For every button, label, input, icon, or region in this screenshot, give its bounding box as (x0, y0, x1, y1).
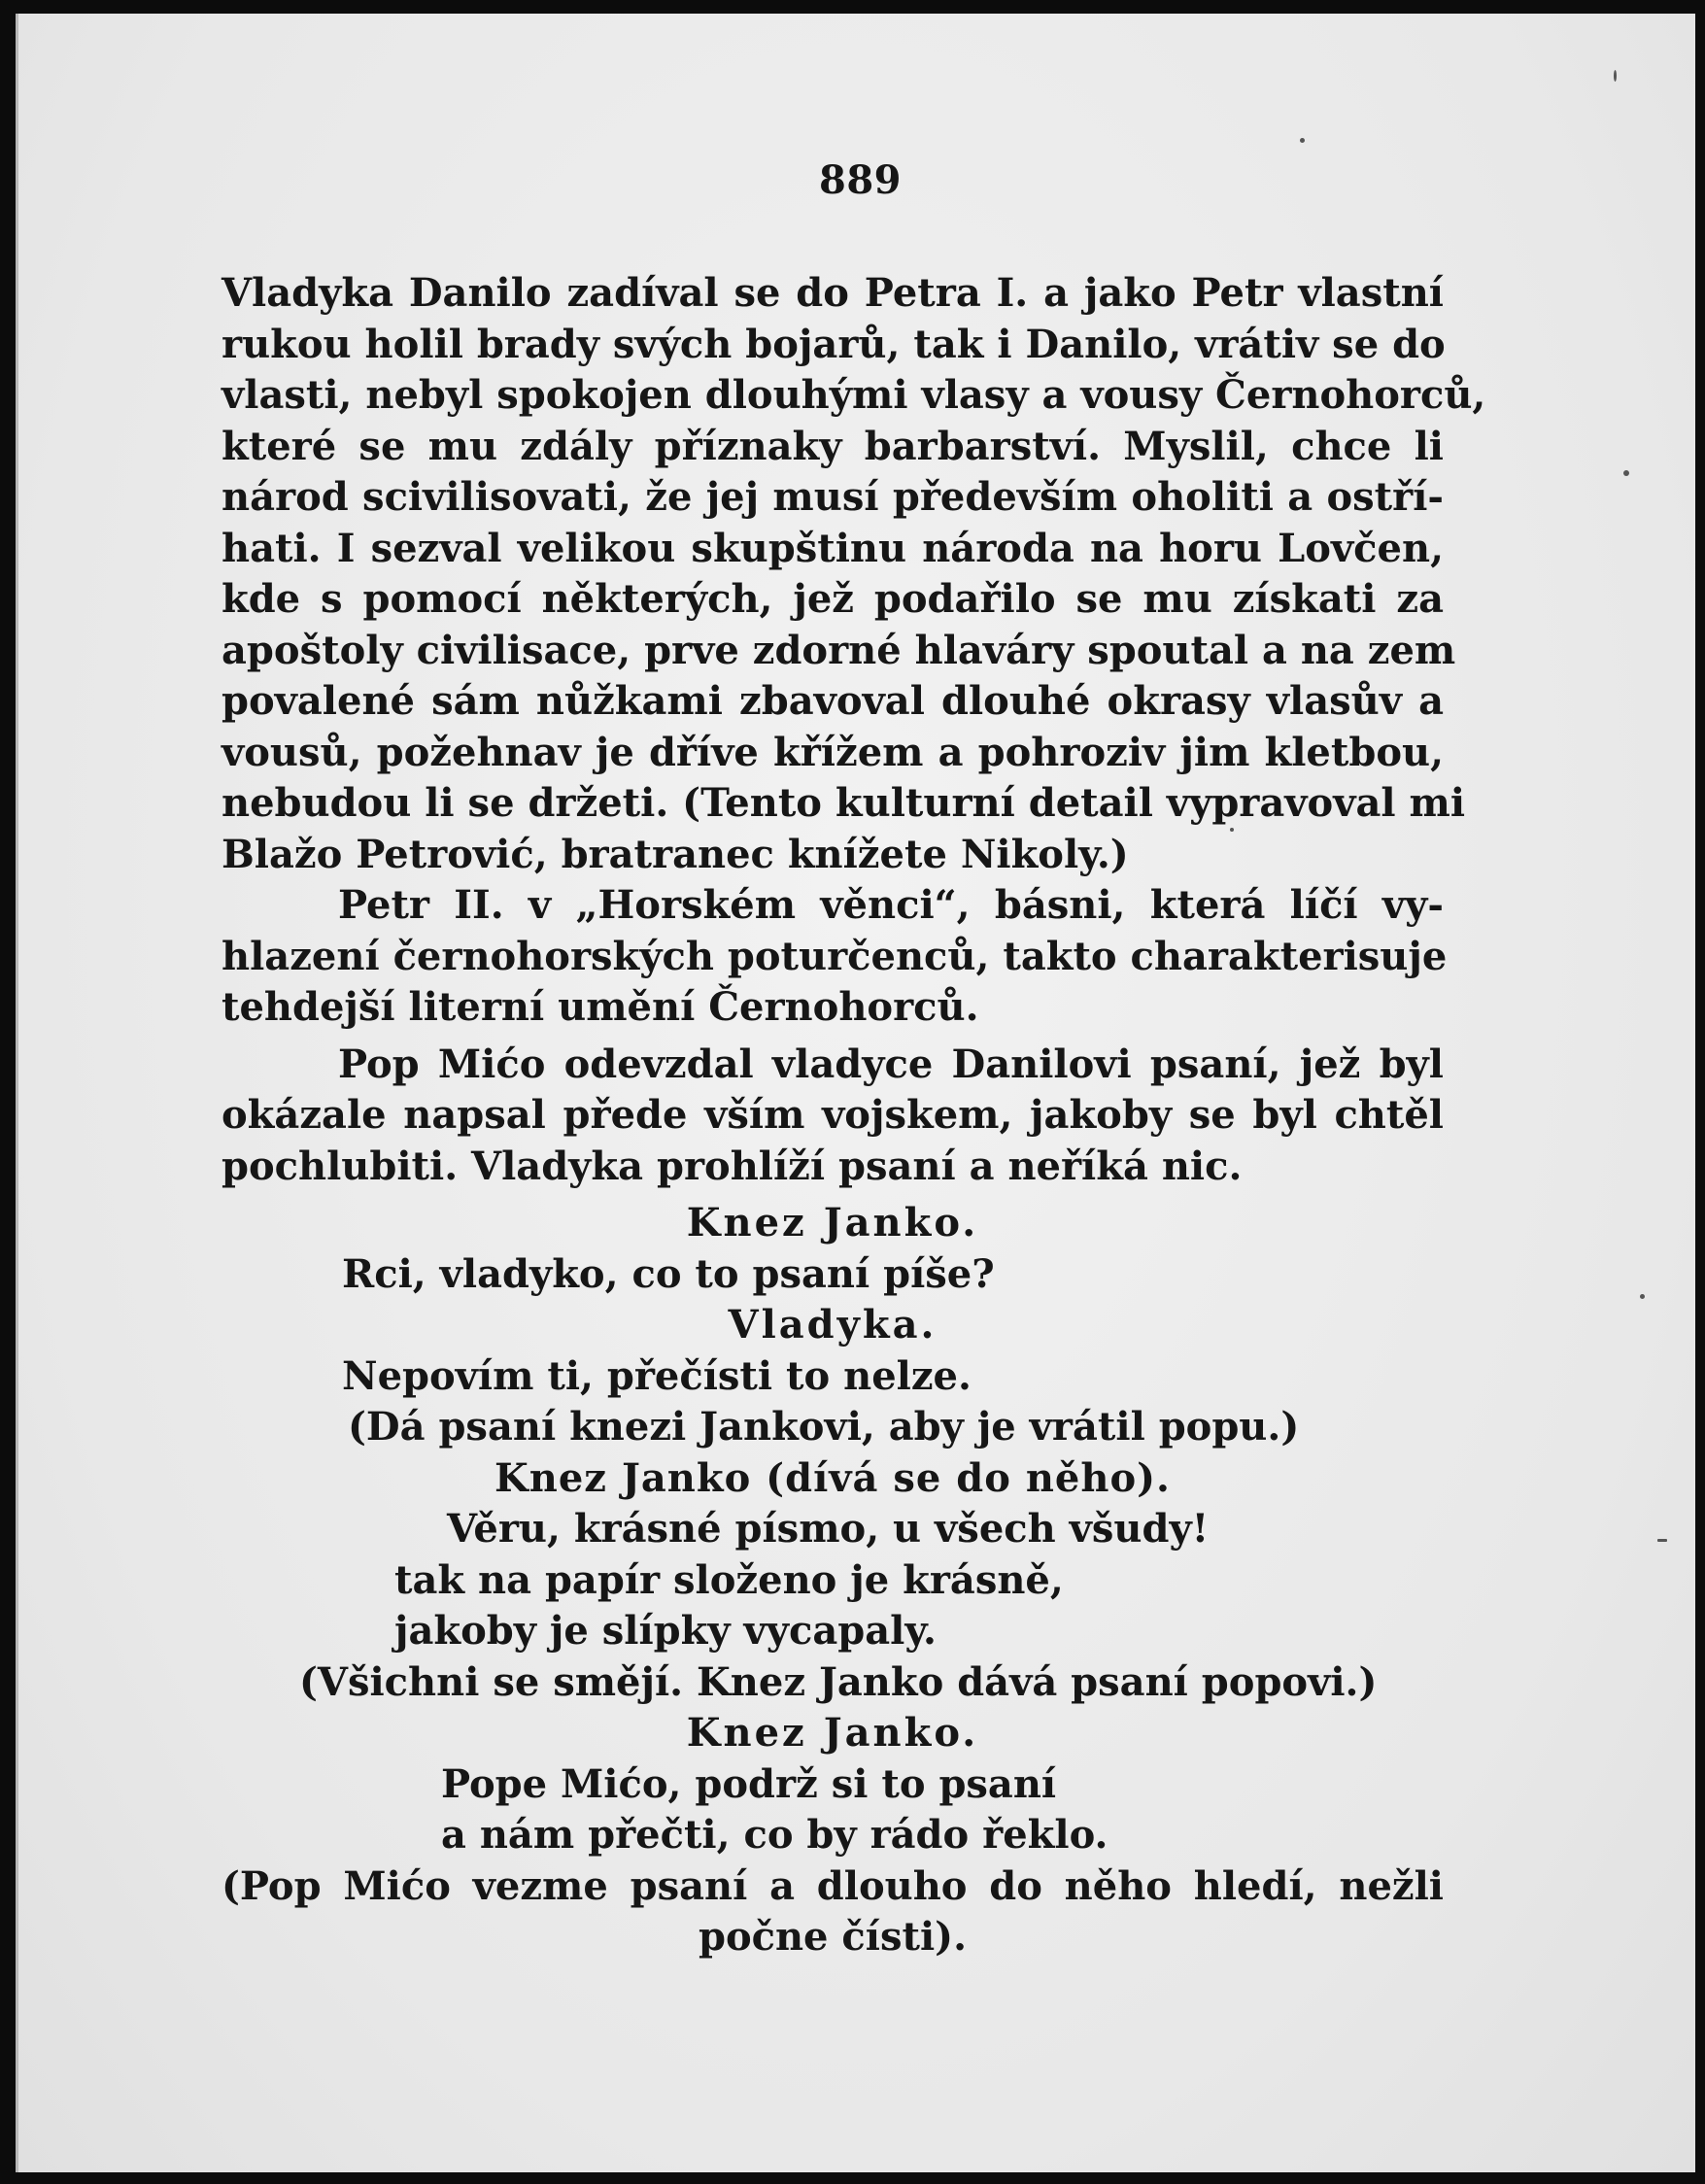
stage-direction: (Všichni se smějí. Knez Janko dává psaní popovi.) (299, 1658, 1378, 1705)
text-line: tehdejší literní umění Černohorců. (222, 984, 979, 1030)
speaker-name: Knez Janko (dívá se do něho). (494, 1454, 1171, 1501)
verse-line: Rci, vladyko, co to psaní píše? (342, 1250, 995, 1297)
text-line: Vladyka Danilo zadíval se do Petra I. a jako Petr vlastní (222, 270, 1444, 316)
speaker-name: Knez Janko. (686, 1710, 979, 1756)
print-speck (1300, 138, 1305, 143)
text-line: vousů, požehnav je dříve křížem a pohroziv jim kletbou, (222, 729, 1444, 775)
verse-line: Pope Mićo, podrž si to psaní (441, 1760, 1057, 1807)
book-page (16, 14, 1695, 2172)
stage-direction-line: (Pop Mićo vezme psaní a dlouho do něho hledí, nežli (222, 1862, 1444, 1909)
print-speck (1230, 828, 1234, 832)
print-speck (1657, 1539, 1667, 1542)
text-line: Pop Mićo odevzdal vladyce Danilovi psaní, jež byl (338, 1041, 1444, 1087)
verse-line: Nepovím ti, přečísti to nelze. (342, 1352, 972, 1399)
text-line: Blažo Petrović, bratranec knížete Nikoly.) (222, 831, 1129, 877)
page-edge-shadow (16, 14, 18, 2172)
verse-line: tak na papír složeno je krásně, (394, 1556, 1064, 1603)
text-line: okázale napsal přede vším vojskem, jakoby se byl chtěl (222, 1092, 1444, 1138)
text-line: pochlubiti. Vladyka prohlíží psaní a neříká nic. (222, 1143, 1243, 1189)
text-line: Petr II. v „Horském věnci“, básni, která líčí vy- (338, 882, 1444, 928)
text-line: které se mu zdály příznaky barbarství. Myslil, chce li (222, 423, 1444, 469)
speaker-name: Vladyka. (728, 1302, 938, 1348)
drama-excerpt (222, 1198, 1444, 1963)
text-line: rukou holil brady svých bojarů, tak i Danilo, vrátiv se do (222, 321, 1446, 367)
text-line: hati. I sezval velikou skupštinu národa na horu Lovčen, (222, 525, 1444, 571)
paragraph-pop-mico (222, 1040, 1444, 1193)
print-speck (1623, 470, 1629, 476)
text-line: povalené sám nůžkami zbavoval dlouhé okrasy vlasův a (222, 678, 1444, 724)
text-line: apoštoly civilisace, prve zdorné hlaváry spoutal a na zem (222, 627, 1456, 673)
paragraph-petr-ii (222, 880, 1448, 1034)
text-line: vlasti, nebyl spokojen dlouhými vlasy a vousy Černohorců, (222, 372, 1486, 418)
speaker-name: Knez Janko. (686, 1200, 979, 1246)
verse-line: a nám přečti, co by rádo řeklo. (441, 1812, 1108, 1858)
text-line: nebudou li se držeti. (Tento kulturní detail vypravoval mi (222, 780, 1466, 826)
print-speck (1614, 70, 1617, 82)
page-number (16, 157, 1695, 203)
stage-direction: (Dá psaní knezi Jankovi, aby je vrátil popu.) (348, 1404, 1300, 1450)
text-line: hlazení černohorských poturčenců, takto charakterisuje (222, 933, 1448, 979)
print-speck (1640, 1294, 1645, 1299)
main-text (222, 268, 1486, 1963)
stage-direction-line: počne čísti). (698, 1914, 968, 1960)
verse-line: Věru, krásné písmo, u všech všudy! (447, 1506, 1210, 1552)
page-number-text: 889 (819, 157, 902, 203)
verse-line: jakoby je slípky vycapaly. (394, 1608, 937, 1654)
stage-direction (222, 1861, 1444, 1963)
text-line: kde s pomocí některých, jež podařilo se mu získati za (222, 576, 1444, 622)
text-line: národ scivilisovati, že jej musí především oholiti a ostří- (222, 474, 1444, 520)
paragraph-danilo (222, 268, 1486, 880)
